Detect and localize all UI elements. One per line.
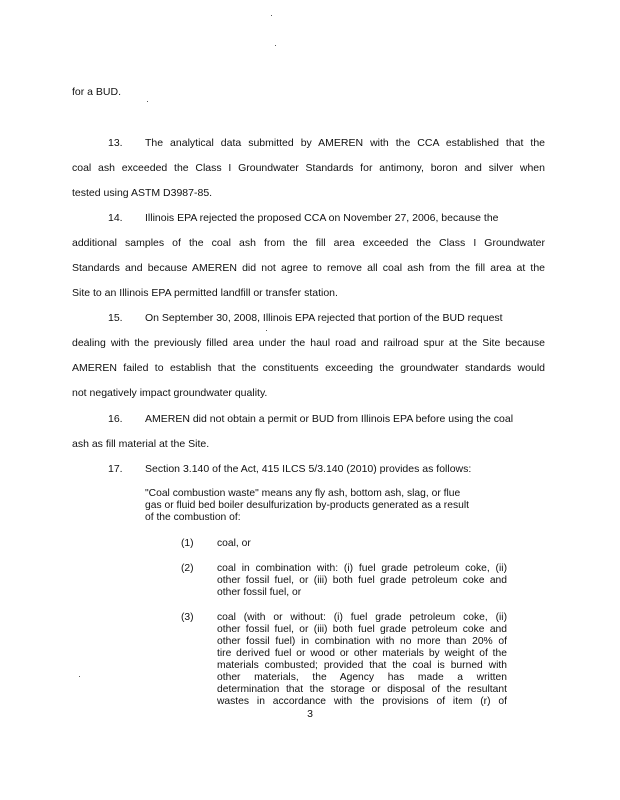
- item-3-line: materials combusted; provided that the coal is burned with: [217, 660, 507, 671]
- scan-speck: [147, 101, 148, 102]
- paragraph-15-line: not negatively impact groundwater quality.: [72, 387, 268, 399]
- page-number: 3: [307, 708, 313, 720]
- scan-speck: [79, 676, 80, 677]
- item-1-line: coal, or: [217, 538, 251, 549]
- paragraph-13-line: coal ash exceeded the Class I Groundwater Standards for antimony, boron and silver when: [72, 162, 545, 174]
- paragraph-number-16: 16.: [108, 413, 123, 425]
- text-line: for a BUD.: [72, 86, 122, 98]
- scan-speck: [275, 45, 276, 46]
- paragraph-number-17: 17.: [108, 463, 123, 475]
- item-3-line: other fossil fuel) in combination with no more than 20% of: [217, 636, 507, 647]
- item-2-line: other fossil fuel, or (iii) both fuel grade petroleum coke and: [217, 575, 507, 586]
- paragraph-13-line: tested using ASTM D3987-85.: [72, 187, 213, 199]
- item-number-2: (2): [181, 563, 194, 574]
- item-3-line: other materials, the Agency has made a written: [217, 672, 507, 683]
- paragraph-number-15: 15.: [108, 312, 123, 324]
- item-number-3: (3): [181, 612, 194, 623]
- paragraph-14-line: Site to an Illinois EPA permitted landfill or transfer station.: [72, 287, 338, 299]
- paragraph-number-14: 14.: [108, 212, 123, 224]
- quote-line: of the combustion of:: [145, 512, 241, 523]
- paragraph-16-line: AMEREN did not obtain a permit or BUD from Illinois EPA before using the coal: [145, 413, 514, 425]
- paragraph-15-line: AMEREN failed to establish that the constituents exceeding the groundwater standards would: [72, 362, 545, 374]
- item-3-line: wastes in accordance with the provisions of item (r) of: [217, 696, 507, 707]
- paragraph-13-line: The analytical data submitted by AMEREN with the CCA established that the: [145, 137, 545, 149]
- paragraph-number-13: 13.: [108, 137, 123, 149]
- quote-line: "Coal combustion waste" means any fly ash, bottom ash, slag, or flue: [145, 488, 461, 499]
- item-number-1: (1): [181, 538, 194, 549]
- paragraph-17-line: Section 3.140 of the Act, 415 ILCS 5/3.140 (2010) provides as follows:: [145, 463, 472, 475]
- item-3-line: determination that the storage or disposal of the resultant: [217, 684, 507, 695]
- paragraph-14-line: additional samples of the coal ash from the fill area exceeded the Class I Groundwater: [72, 237, 545, 249]
- paragraph-15-line: On September 30, 2008, Illinois EPA rejected that portion of the BUD request: [145, 312, 503, 324]
- paragraph-16-line: ash as fill material at the Site.: [72, 438, 210, 450]
- item-3-line: coal (with or without: (i) fuel grade petroleum coke, (ii): [217, 612, 507, 623]
- scan-speck: [266, 330, 267, 331]
- item-2-line: other fossil fuel, or: [217, 587, 302, 598]
- paragraph-15-line: dealing with the previously filled area under the haul road and railroad spur at the Site because: [72, 337, 545, 349]
- scan-speck: [271, 15, 272, 16]
- paragraph-14-line: Standards and because AMEREN did not agree to remove all coal ash from the fill area at the: [72, 262, 545, 274]
- item-2-line: coal in combination with: (i) fuel grade petroleum coke, (ii): [217, 563, 507, 574]
- item-3-line: tire derived fuel or wood or other materials by weight of the: [217, 648, 507, 659]
- paragraph-14-line: Illinois EPA rejected the proposed CCA on November 27, 2006, because the: [145, 212, 499, 224]
- quote-line: gas or fluid bed boiler desulfurization by-products generated as a result: [145, 500, 469, 511]
- item-3-line: other fossil fuel, or (iii) both fuel grade petroleum coke and: [217, 624, 507, 635]
